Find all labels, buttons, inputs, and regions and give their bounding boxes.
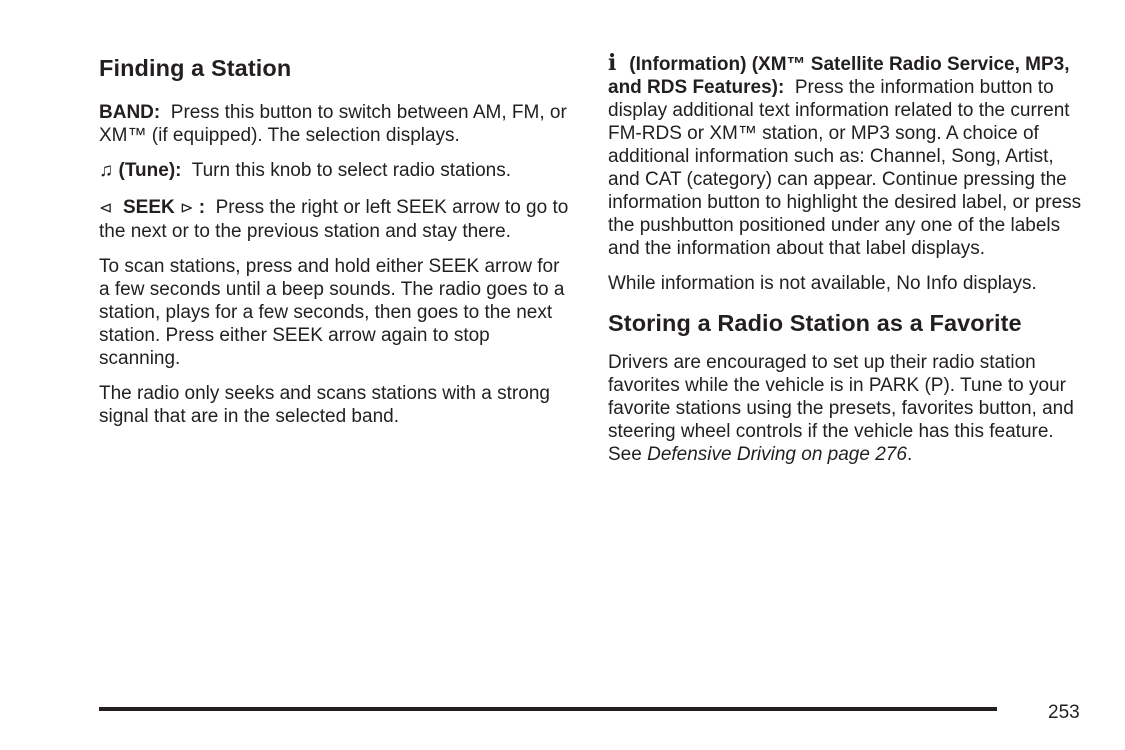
band-text: Press this button to switch between AM, FM, or XM™ (if equipped). The selection displays.	[99, 102, 567, 146]
seek-paragraph	[99, 196, 575, 243]
favorites-text: Drivers are encouraged to set up their radio station favorites while the vehicle is in PARK (P). Tune to your favorite stations using the presets, favorites button, and steering wheel controls if the vehicle has this feature. See	[608, 352, 1074, 465]
favorites-paragraph	[608, 351, 1084, 466]
seek-right-arrow-icon: ⊳	[180, 200, 194, 217]
seek-term: SEEK	[122, 197, 175, 218]
section-heading-storing-favorite: Storing a Radio Station as a Favorite	[608, 310, 1022, 336]
scan-paragraph: To scan stations, press and hold either SEEK arrow for a few seconds until a beep sounds. The radio goes to a station, plays for a few seconds, then goes to the next station. Press either SEEK arrow again to stop scanning.	[99, 256, 565, 369]
no-info-paragraph: While information is not available, No Info displays.	[608, 273, 1037, 294]
left-column	[99, 52, 575, 440]
information-icon: i	[608, 50, 617, 76]
info-text: Press the information button to display additional text information related to the current FM-RDS or XM™ station, or MP3 song. A choice of additional information such as: Channel, Song, Artist, and CAT (category) can appear. Continue pressing the information button to highlight the desired label, or press the pushbutton positioned under any one of the labels and the information about that label displays.	[608, 77, 1082, 259]
tune-text: Turn this knob to select radio stations.	[191, 160, 512, 181]
favorites-period: .	[906, 444, 913, 465]
tune-paragraph	[99, 159, 575, 182]
band-term: BAND:	[99, 102, 161, 123]
seek-left-arrow-icon: ⊲	[99, 200, 113, 217]
info-term: (Information) (XM™ Satellite Radio Service, MP3, and RDS Features):	[608, 54, 1070, 98]
seek-colon: :	[198, 197, 206, 218]
page-number: 253	[1048, 702, 1080, 723]
info-paragraph	[608, 52, 1084, 260]
seek-text: Press the right or left SEEK arrow to go to the next or to the previous station and stay there.	[99, 197, 569, 242]
section-heading-finding-station: Finding a Station	[99, 55, 292, 81]
tune-knob-icon: ♫	[99, 160, 114, 181]
right-column	[608, 52, 1084, 478]
footer-rule	[99, 707, 997, 711]
defensive-driving-reference-link[interactable]: Defensive Driving on page 276	[647, 444, 907, 465]
signal-paragraph: The radio only seeks and scans stations with a strong signal that are in the selected band.	[99, 383, 550, 427]
tune-term: (Tune):	[118, 160, 182, 181]
band-paragraph	[99, 101, 575, 147]
